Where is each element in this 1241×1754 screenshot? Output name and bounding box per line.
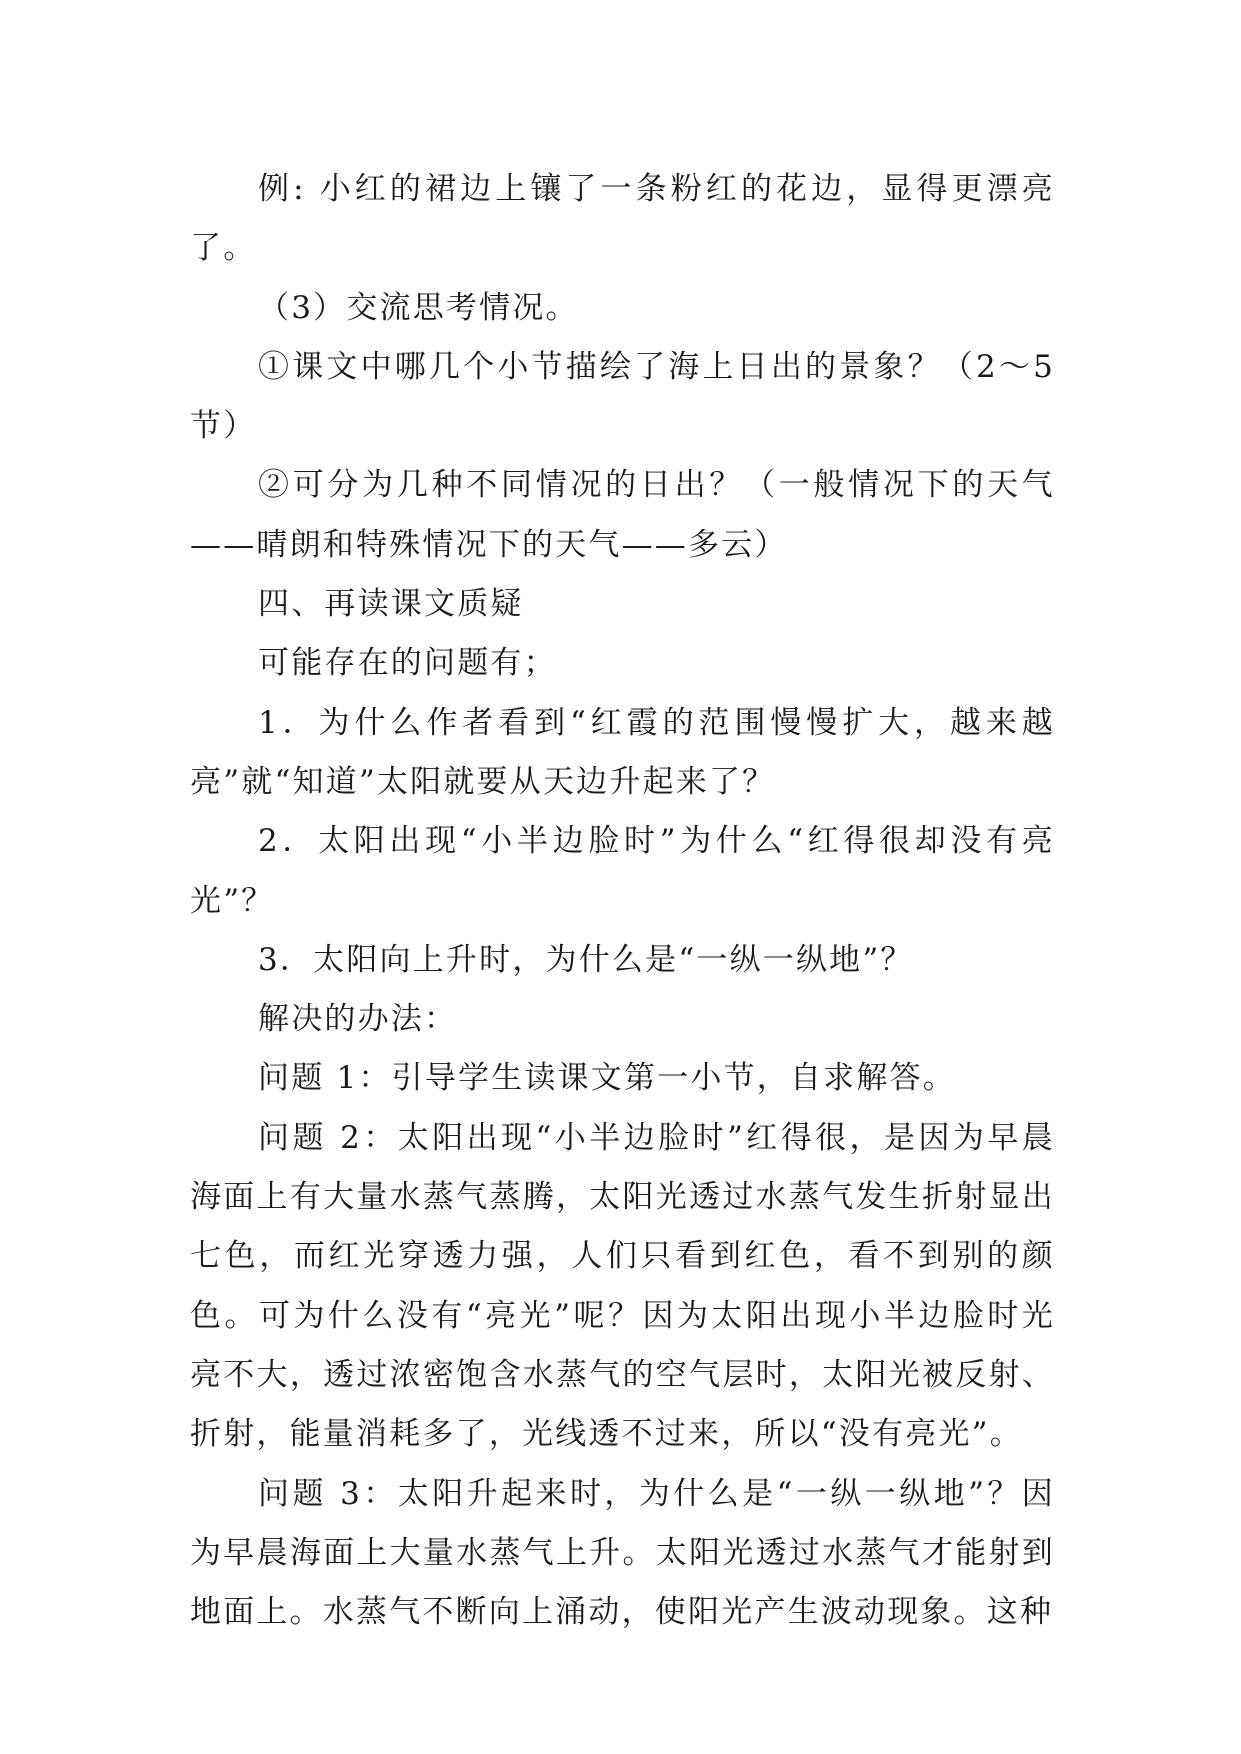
section-heading: 四、再读课文质疑 [258,586,524,623]
solutions-intro: 解决的办法： [258,1001,458,1038]
possible-question-3: 3．太阳向上升时，为什么是“一纵一纵地”？ [258,941,914,978]
question-one: ①课文中哪几个小节描绘了海上日出的景象？（2～5节） [190,348,1055,445]
example-sentence: 例: 小红的裙边上镶了一条粉红的花边，显得更漂亮了。 [190,171,1055,267]
possible-question-1: 1．为什么作者看到“红霞的范围慢慢扩大，越来越亮”就“知道”太阳就要从天边升起来了？ [190,704,1055,800]
document-body [190,160,1055,1642]
question-two: ②可分为几种不同情况的日出？（一般情况下的天气——晴朗和特殊情况下的天气——多云） [190,467,1055,563]
possible-questions-intro: 可能存在的问题有； [258,645,557,682]
solution-2: 问题 2：太阳出现“小半边脸时”红得很，是因为早晨海面上有大量水蒸气蒸腾，太阳光透过水蒸气发生折射显出七色，而红光穿透力强，人们只看到红色，看不到别的颜色。可为什么没有“亮光”呢？因为太阳出现小半边脸时光亮不大，透过浓密饱含水蒸气的空气层时，太阳光被反射、折射，能量消耗多了，光线透不过来，所以“没有亮光”。 [190,1119,1055,1453]
possible-question-2: 2．太阳出现“小半边脸时”为什么“红得很却没有亮光”？ [190,823,1055,919]
solution-1: 问题 1：引导学生读课文第一小节，自求解答。 [258,1060,956,1097]
solution-3: 问题 3：太阳升起来时，为什么是“一纵一纵地”？因为早晨海面上大量水蒸气上升。太阳光透过水蒸气才能射到地面上。水蒸气不断向上涌动，使阳光产生波动现象。这种 [190,1475,1055,1631]
step-heading: （3）交流思考情况。 [258,289,579,326]
